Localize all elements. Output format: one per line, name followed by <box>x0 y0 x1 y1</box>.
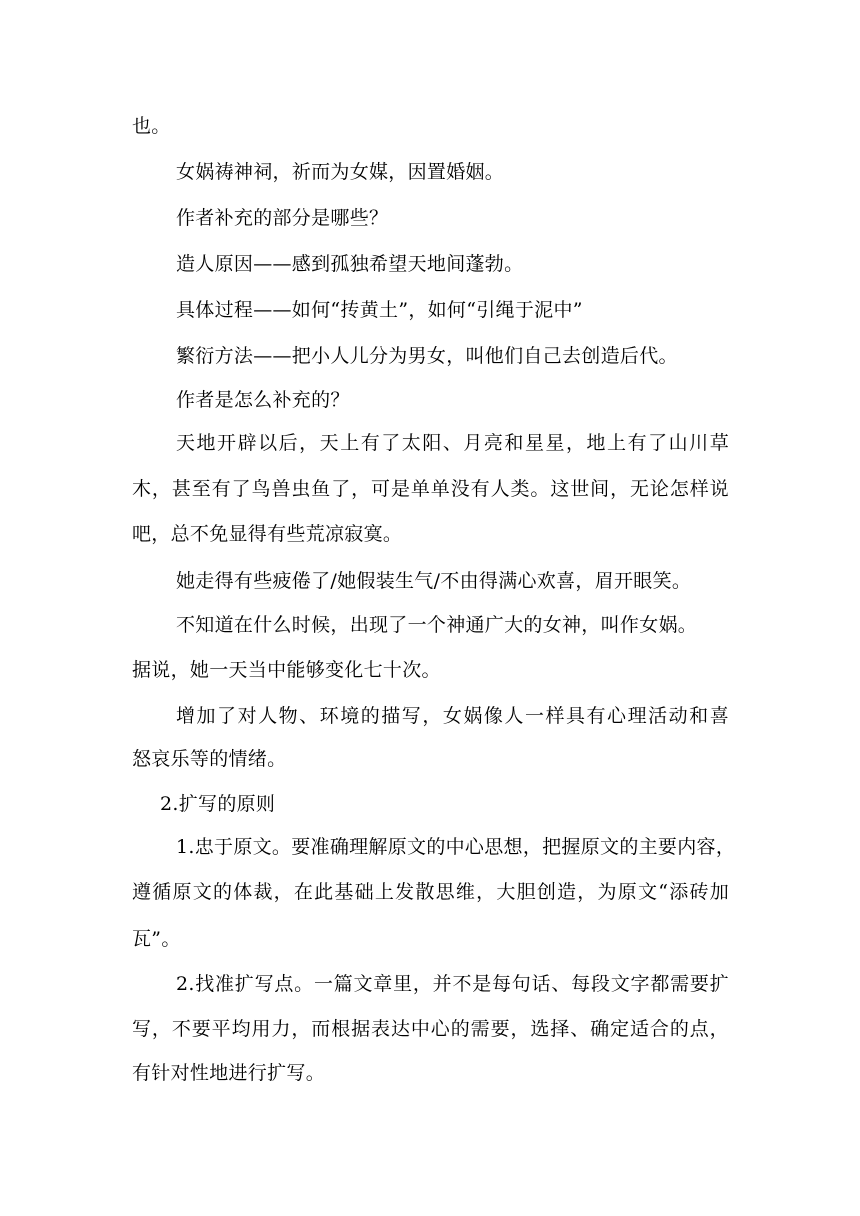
text-line: 写，不要平均用力，而根据表达中心的需要，选择、确定适合的点， <box>132 1018 729 1040</box>
text-line: 2.找准扩写点。一篇文章里，并不是每句话、每段文字都需要扩 <box>176 973 729 995</box>
text-line: 作者补充的部分是哪些？ <box>176 207 389 229</box>
text-line: 天地开辟以后，天上有了太阳、月亮和星星，地上有了山川草 <box>176 432 729 454</box>
text-line: 木，甚至有了鸟兽虫鱼了，可是单单没有人类。这世间，无论怎样说 <box>132 478 729 500</box>
text-line: 女娲祷神祠，祈而为女媒，因置婚姻。 <box>176 161 505 183</box>
text-line: 吧，总不免显得有些荒凉寂寞。 <box>132 523 403 545</box>
text-line: 有针对性地进行扩写。 <box>132 1062 326 1084</box>
text-line: 具体过程——如何“抟黄土”，如何“引绳于泥中” <box>176 299 583 321</box>
text-line: 据说，她一天当中能够变化七十次。 <box>132 659 441 681</box>
text-line: 不知道在什么时候，出现了一个神通广大的女神，叫作女娲。 <box>176 614 698 636</box>
section-heading: 2.扩写的原则 <box>160 793 276 815</box>
text-line: 繁衍方法——把小人儿分为男女，叫他们自己去创造后代。 <box>176 345 678 367</box>
text-line: 作者是怎么补充的？ <box>176 389 350 411</box>
text-line: 也。 <box>132 115 171 137</box>
text-line: 遵循原文的体裁，在此基础上发散思维，大胆创造，为原文“添砖加 <box>132 881 729 903</box>
text-line: 瓦”。 <box>132 928 181 950</box>
text-line: 增加了对人物、环境的描写，女娲像人一样具有心理活动和喜 <box>176 705 729 727</box>
text-line: 造人原因——感到孤独希望天地间蓬勃。 <box>176 253 524 275</box>
text-line: 怒哀乐等的情绪。 <box>132 748 287 770</box>
text-line: 她走得有些疲倦了/她假装生气/不由得满心欢喜，眉开眼笑。 <box>176 570 692 592</box>
text-line: 1.忠于原文。要准确理解原文的中心思想，把握原文的主要内容， <box>176 836 736 858</box>
